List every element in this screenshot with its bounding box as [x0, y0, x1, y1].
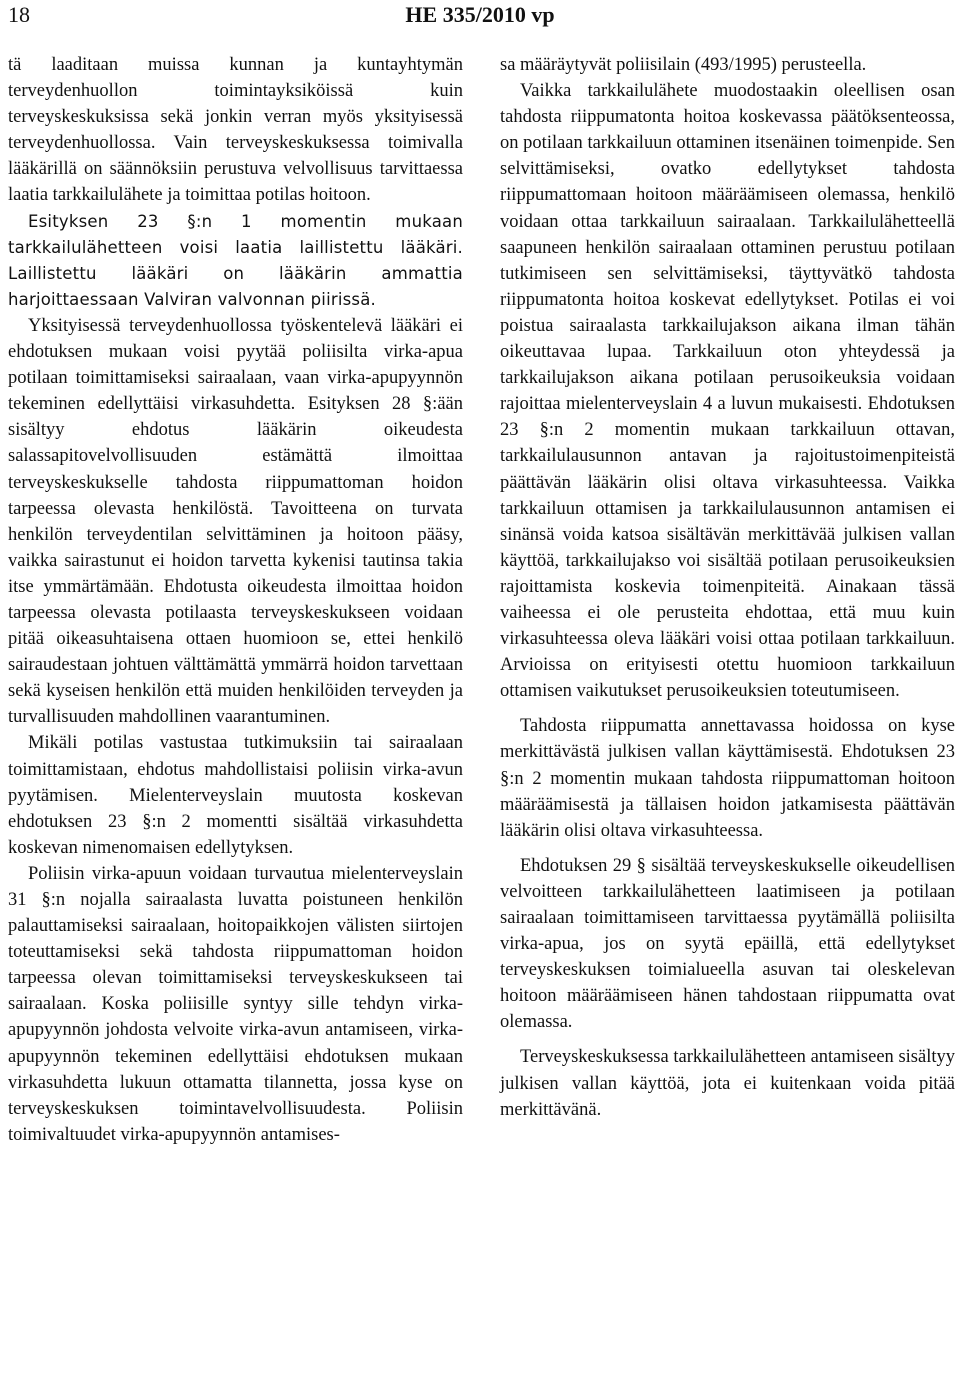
- paragraph: tä laaditaan muissa kunnan ja kuntayhtymän terveydenhuollon toimintayksiköissä kuin terveyskeskuksissa sekä jonkin verran myös yksityisessä terveydenhuollossa. Vain terveyskeskuksessa toimivalla lääkärillä on säännöksiin perustuva velvollisuus tarvittaessa laatia tarkkailulähete ja toimittaa potilas hoitoon.: [8, 55, 463, 206]
- paragraph: sa määräytyvät poliisilain (493/1995) perusteella.: [500, 55, 867, 75]
- paragraph: Esityksen 23 §:n 1 momentin mukaan tarkkailulähetteen voisi laatia laillistettu lääkäri. Laillistettu lääkäri on lääkärin ammattia harjoittaessaan Valviran valvonnan piirissä.: [8, 211, 463, 309]
- right-column: [500, 52, 955, 1123]
- paragraph: Mikäli potilas vastustaa tutkimuksiin tai sairaalaan toimittamistaan, ehdotus mahdollistaisi poliisin virka-avun pyytämisen. Mielenterveyslain muutosta koskevan ehdotuksen 23 §:n 2 momentti sisältää virkasuhdetta koskevan nimenomaisen edellytyksen.: [8, 733, 463, 858]
- paragraph: Ehdotuksen 29 § sisältää terveyskeskukselle oikeudellisen velvoitteen tarkkailulähetteen laatimiseen ja potilaan sairaalaan toimittamiseen tarvittaessa pyytämällä poliisilta virka-apua, jos on syytä epäillä, että edellytykset terveyskeskuksen toimialueella asuvan tai oleskelevan hoitoon määräämiseen hänen tahdostaan riippumatta ovat olemassa.: [500, 855, 955, 1033]
- paragraph: Terveyskeskuksessa tarkkailulähetteen antamiseen sisältyy julkisen vallan käyttöä, jota ei kuitenkaan voida pitää merkittävänä.: [500, 1047, 955, 1120]
- paragraph: Poliisin virka-apuun voidaan turvautua mielenterveyslain 31 §:n nojalla sairaalasta luvatta poistuneen henkilön palauttamiseksi sairaalaan, hoitopaikkojen välisten siirtojen toteuttamiseksi sekä tahdosta riippumattoman hoidon tarpeessa olevan toimittamiseksi terveyskeskukseen tai sairaalaan. Koska poliisille syntyy sille tehdyn virka-apupyynnön johdosta velvoite virka-avun antamiseen, virka-apupyynnön tekeminen edellyttäisi ehdotuksen mukaan virkasuhdetta lukuun ottamatta tilannetta, jossa kyse on terveyskeskuksen toimintavelvollisuudesta. Poliisin toimivaltuudet virka-apupyynnön antamises-: [8, 863, 463, 1145]
- page-header: [8, 0, 952, 30]
- paragraph: Tahdosta riippumatta annettavassa hoidossa on kyse merkittävästä julkisen vallan käyttämisestä. Ehdotuksen 23 §:n 2 momentin mukaan tahdosta riippumattoman hoitoon määräämisestä ja tällaisen hoidon jatkamisesta päättävän lääkärin olisi oltava virkasuhteessa.: [500, 716, 955, 841]
- paragraph: Yksityisessä terveydenhuollossa työskentelevä lääkäri ei ehdotuksen mukaan voisi pyytää poliisilta virka-apua potilaan toimittamiseksi sairaalaan, vaan virka-apupyynnön tekeminen edellyttäisi virkasuhdetta. Esityksen 28 §:ään sisältyy ehdotus lääkärin oikeudesta salassapitovelvollisuuden estämättä ilmoittaa terveyskeskukselle tahdosta riippumattoman hoidon tarpeessa olevasta henkilöstä. Tavoitteena on turvata henkilön terveydentilan selvittäminen ja hoitoon pääsy, vaikka sairastunut ei hoidon tarvetta kykenisi tautinsa takia itse ymmärtämään. Ehdotusta oikeudesta ilmoittaa hoidon tarpeessa olevasta potilaasta terveyskeskukseen voidaan pitää oikeasuhtaisena ottaen huomioon se, ettei henkilö sairaudestaan johtuen välttämättä ymmärrä hoidon tarvettaan sekä kyseisen henkilön että muiden henkilöiden terveyden ja turvallisuuden mahdollinen vaarantuminen.: [8, 315, 463, 728]
- page-number: 18: [8, 2, 30, 27]
- document-id: HE 335/2010 vp: [405, 2, 555, 27]
- paragraph: Vaikka tarkkailulähete muodostaakin oleellisen osan tahdosta riippumatonta hoitoa koskevassa päätöksenteossa, on potilaan tarkkailuun ottaminen itsenäinen toimenpide. Sen selvittämiseksi, ovatko edellytykset tahdosta riippumattomaan hoitoon määräämiseen olemassa, henkilö voidaan ottaa tarkkailuun sairaalaan. Tarkkailulähetteellä saapuneen henkilön sairaalaan ottaminen perustuu potilaan tutkimiseen sen selvittämiseksi, täyttyvätkö tahdosta riippumatonta hoitoa koskevat edellytykset. Potilas ei voi poistua sairaalasta tarkkailujakson aikana ilman tähän oikeuttavaa lupaa. Tarkkailuun oton yhteydessä ja tarkkailujakson aikana potilaan perusoikeuksia voidaan rajoittaa mielenterveyslain 4 a luvun mukaisesti. Ehdotuksen 23 §:n 2 momentin mukaan tarkkailuun ottavan, tarkkailulausunnon antavan ja rajoitustoimenpiteistä päättävän lääkärin olisi oltava virkasuhteessa. Vaikka tarkkailuun ottamisen ja tarkkailulausunnon antamisen ei sinänsä voida katsoa sisältävän merkittävää julkisen vallan käyttöä, tarkkailujakso voi sisältää potilaan perusoikeuksien rajoittamista koskevia toimenpiteitä. Ainakaan tässä vaiheessa ei ole perusteita ehdottaa, että muu kuin virkasuhteessa oleva lääkäri voisi ottaa potilaan tarkkailuun. Arvioissa on erityisesti otettu huomioon tarkkailuun ottamisen vaikutukset perusoikeuksien toteutumiseen.: [500, 81, 955, 702]
- left-column: [8, 52, 463, 1148]
